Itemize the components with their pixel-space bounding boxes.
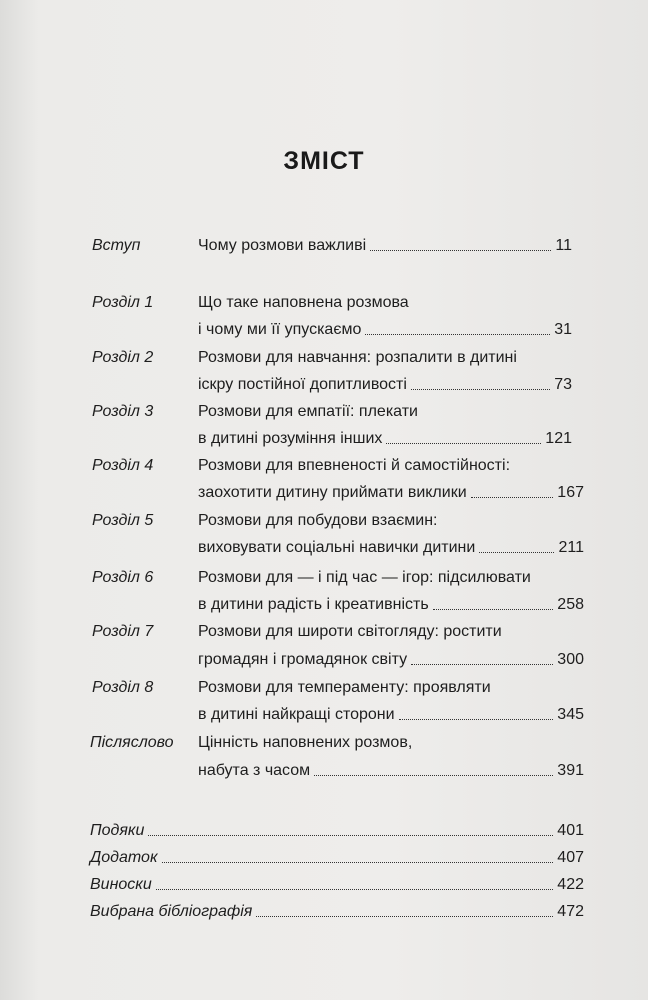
toc-title-line: заохотити дитину приймати виклики [198, 484, 467, 501]
toc-entry-intro [0, 234, 648, 258]
toc-title-line: Чому розмови важливі [198, 237, 367, 254]
toc-entry-chapter-7 [0, 620, 648, 644]
toc-label: Розділ 8 [92, 679, 154, 696]
toc-label: Розділ 5 [92, 512, 154, 529]
toc-page-number: 121 [545, 430, 572, 447]
toc-entry-afterword [0, 731, 648, 755]
toc-label: Післяслово [90, 734, 174, 751]
toc-entry-chapter-4-cont [0, 481, 648, 505]
toc-title-line: Що таке наповнена розмова [198, 294, 409, 311]
toc-page-number: 73 [554, 376, 572, 393]
toc-label: Розділ 4 [92, 457, 154, 474]
toc-entry-chapter-5 [0, 509, 648, 533]
toc-page-number: 422 [557, 876, 584, 893]
toc-page-number: 401 [557, 822, 584, 839]
toc-page-number: 11 [555, 237, 572, 254]
toc-page-number: 258 [557, 596, 584, 613]
toc-entry-chapter-6-cont [0, 593, 648, 617]
toc-label: Вибрана бібліографія [90, 903, 253, 920]
toc-entry-chapter-2 [0, 346, 648, 370]
toc-title-line: Розмови для навчання: розпалити в дитині [198, 349, 517, 366]
toc-title-line: Цінність наповнених розмов, [198, 734, 413, 751]
toc-page-number: 300 [557, 651, 584, 668]
dot-leader [399, 703, 554, 720]
dot-leader [471, 481, 554, 498]
dot-leader [162, 846, 554, 863]
toc-label: Подяки [90, 822, 145, 839]
toc-label: Додаток [90, 849, 158, 866]
dot-leader [370, 234, 551, 251]
toc-title-line: громадян і громадянок світу [198, 651, 408, 668]
toc-page-number: 391 [557, 762, 584, 779]
dot-leader [256, 900, 553, 917]
toc-title-line: Розмови для темпераменту: проявляти [198, 679, 491, 696]
toc-entry-chapter-2-cont [0, 373, 648, 397]
toc-entry-chapter-1-cont [0, 318, 648, 342]
toc-entry-chapter-6 [0, 566, 648, 590]
toc-title-line: в дитини радість і креативність [198, 596, 429, 613]
toc-page-number: 472 [557, 903, 584, 920]
toc-title-line: Розмови для — і під час — ігор: підсилювати [198, 569, 531, 586]
toc-entry-acknowledgements [90, 819, 584, 843]
toc-page-number: 167 [557, 484, 584, 501]
toc-label: Розділ 7 [92, 623, 154, 640]
toc-entry-chapter-3 [0, 400, 648, 424]
toc-entry-appendix [90, 846, 584, 870]
toc-title-line: набута з часом [198, 762, 311, 779]
toc-entry-bibliography [90, 900, 584, 924]
toc-title-line: виховувати соціальні навички дитини [198, 539, 476, 556]
toc-entry-chapter-1 [0, 291, 648, 315]
toc-title-line: і чому ми її упускаємо [198, 321, 362, 338]
page-title: ЗМІСТ [283, 147, 365, 175]
toc-title-line: Розмови для емпатії: плекати [198, 403, 418, 420]
dot-leader [411, 373, 550, 390]
dot-leader [156, 873, 554, 890]
toc-page-number: 211 [558, 539, 584, 556]
toc-title-line: Розмови для широти світогляду: ростити [198, 623, 502, 640]
dot-leader [386, 427, 541, 444]
toc-page-number: 31 [554, 321, 572, 338]
dot-leader [433, 593, 554, 610]
dot-leader [479, 536, 554, 553]
toc-label: Вступ [92, 237, 141, 254]
toc-label: Розділ 6 [92, 569, 154, 586]
toc-entry-chapter-3-cont [0, 427, 648, 451]
toc-title-line: Розмови для впевненості й самостійності: [198, 457, 511, 474]
toc-entry-chapter-8 [0, 676, 648, 700]
toc-entry-chapter-5-cont [0, 536, 648, 560]
dot-leader [411, 648, 553, 665]
toc-title-line: іскру постійної допитливості [198, 376, 407, 393]
toc-label: Розділ 1 [92, 294, 154, 311]
toc-entry-chapter-4 [0, 454, 648, 478]
dot-leader [314, 759, 553, 776]
dot-leader [148, 819, 553, 836]
toc-entry-afterword-cont [0, 759, 648, 783]
toc-label: Розділ 3 [92, 403, 154, 420]
dot-leader [365, 318, 550, 335]
toc-page-number: 407 [557, 849, 584, 866]
toc-label: Розділ 2 [92, 349, 154, 366]
toc-title-line: в дитині найкращі сторони [198, 706, 395, 723]
toc-entry-chapter-7-cont [0, 648, 648, 672]
toc-label: Виноски [90, 876, 152, 893]
toc-title-line: в дитині розуміння інших [198, 430, 383, 447]
toc-title-line: Розмови для побудови взаємин: [198, 512, 438, 529]
toc-entry-notes [90, 873, 584, 897]
toc-page-number: 345 [557, 706, 584, 723]
toc-entry-chapter-8-cont [0, 703, 648, 727]
